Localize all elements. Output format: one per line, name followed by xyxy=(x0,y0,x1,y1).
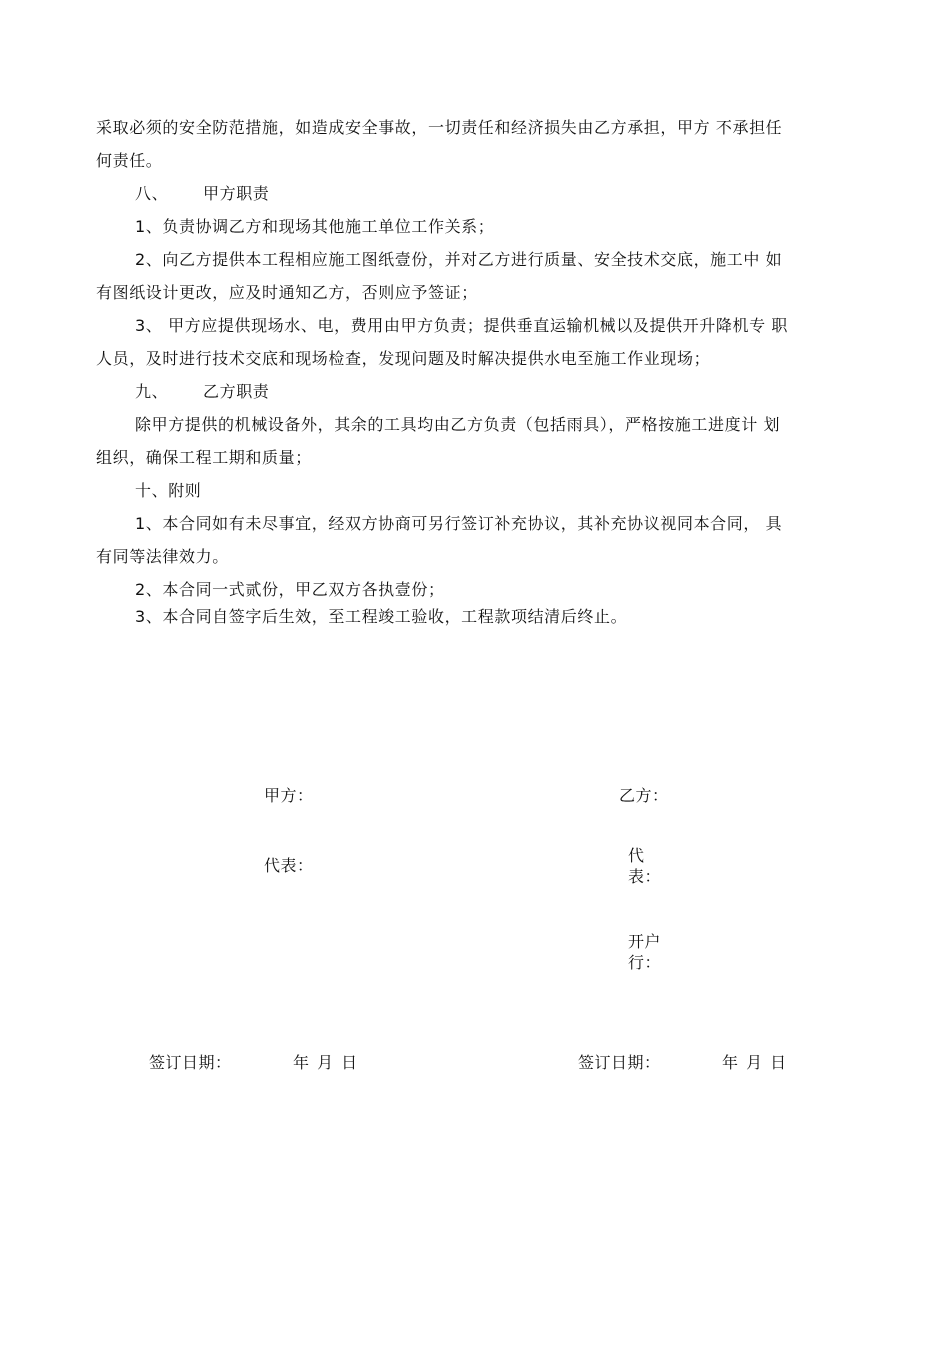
list-item: 1、本合同如有未尽事宜，经双方协商可另行签订补充协议，其补充协议视同本合同， 具 xyxy=(135,514,783,533)
list-item: 2、本合同一式贰份，甲乙双方各执壹份； xyxy=(135,580,445,599)
paragraph-line: 何责任。 xyxy=(96,151,163,170)
list-item: 2、向乙方提供本工程相应施工图纸壹份，并对乙方进行质量、安全技术交底，施工中 如 xyxy=(135,250,783,269)
party-a-date-label: 签订日期： xyxy=(149,1053,232,1072)
section-title: 甲方职责 xyxy=(203,184,270,203)
list-item-continuation: 有同等法律效力。 xyxy=(96,547,229,566)
list-item: 3、本合同自签字后生效，至工程竣工验收，工程款项结清后终止。 xyxy=(135,607,628,626)
paragraph-line: 除甲方提供的机械设备外，其余的工具均由乙方负责（包括雨具），严格按施工进度计 划 xyxy=(135,415,781,434)
party-b-date-label: 签订日期： xyxy=(578,1053,661,1072)
paragraph-line: 组织，确保工程工期和质量； xyxy=(96,448,312,467)
party-a-date-ymd: 年 月 日 xyxy=(293,1053,358,1072)
list-item: 3、 甲方应提供现场水、电，费用由甲方负责；提供垂直运输机械以及提供开升降机专 职 xyxy=(135,316,788,335)
party-a-label: 甲方： xyxy=(264,786,314,805)
list-item-continuation: 人员，及时进行技术交底和现场检查，发现问题及时解决提供水电至施工作业现场； xyxy=(96,349,711,368)
list-item: 1、负责协调乙方和现场其他施工单位工作关系； xyxy=(135,217,495,236)
section-number: 九、 xyxy=(135,382,169,401)
party-b-representative-label-line2: 表： xyxy=(628,867,662,886)
party-b-label: 乙方： xyxy=(619,786,669,805)
party-a-representative-label: 代表： xyxy=(264,856,314,875)
paragraph-line: 采取必须的安全防范措施，如造成安全事故，一切责任和经济损失由乙方承担，甲方 不承担任 xyxy=(96,118,783,137)
section-heading-10: 十、附则 xyxy=(135,481,202,500)
section-title: 乙方职责 xyxy=(203,382,270,401)
section-number: 八、 xyxy=(135,184,169,203)
bank-label-line2: 行： xyxy=(628,953,662,972)
party-b-representative-label-line1: 代 xyxy=(628,846,645,865)
bank-label-line1: 开户 xyxy=(628,932,662,951)
party-b-date-ymd: 年 月 日 xyxy=(722,1053,787,1072)
list-item-continuation: 有图纸设计更改，应及时通知乙方，否则应予签证； xyxy=(96,283,478,302)
